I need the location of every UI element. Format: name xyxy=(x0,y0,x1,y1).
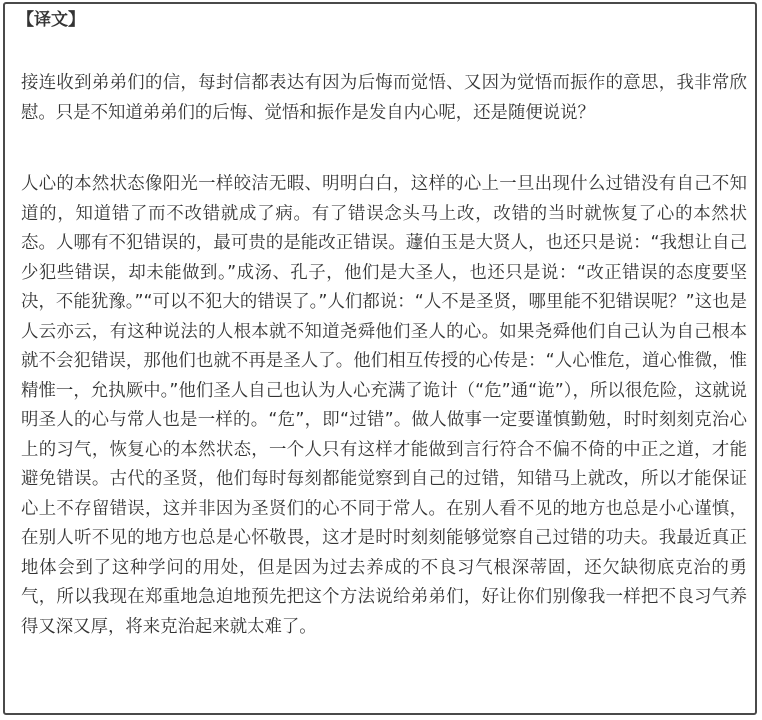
paragraph-2: 人心的本然状态像阳光一样皎洁无暇、明明白白，这样的心上一旦出现什么过错没有自己不知道的，知道错了而不改错就成了病。有了错误念头马上改，改错的当时就恢复了心的本然状态。人哪有不犯错误的，最可贵的是能改正错误。蘧伯玉是大贤人，也还只是说：“我想让自己少犯些错误，却未能做到。”成汤、孔子，他们是大圣人，也还只是说：“改正错误的态度要坚决，不能犹豫。”“可以不犯大的错误了。”人们都说：“人不是圣贤，哪里能不犯错误呢？”这也是人云亦云，有这种说法的人根本就不知道尧舜他们圣人的心。如果尧舜他们自己认为自己根本就不会犯错误，那他们也就不再是圣人了。他们相互传授的心传是：“人心惟危，道心惟微，惟精惟一，允执厥中。”他们圣人自己也认为人心充满了诡计（“危”通“诡”），所以很危险，这就说明圣人的心与常人也是一样的。“危”，即“过错”。做人做事一定要谨慎勤勉，时时刻刻克治心上的习气，恢复心的本然状态，一个人只有这样才能做到言行符合不偏不倚的中正之道，才能避免错误。古代的圣贤，他们每时每刻都能觉察到自己的过错，知错马上就改，所以才能保证心上不存留错误，这并非因为圣贤们的心不同于常人。在别人看不见的地方也总是小心谨慎，在别人听不见的地方也总是心怀敬畏，这才是时时刻刻能够觉察自己过错的功夫。我最近真正地体会到了这种学问的用处，但是因为过去养成的不良习气根深蒂固，还欠缺彻底克治的勇气，所以我现在郑重地急迫地预先把这个方法说给弟弟们，好让你们别像我一样把不良习气养得又深又厚，将来克治起来就太难了。 xyxy=(21,174,747,637)
document-frame xyxy=(3,2,757,715)
paragraph-1: 接连收到弟弟们的信，每封信都表达有因为后悔而觉悟、又因为觉悟而振作的意思，我非常欣慰。只是不知道弟弟们的后悔、觉悟和振作是发自内心呢，还是随便说说？ xyxy=(21,73,747,123)
section-heading: 【译文】 xyxy=(17,10,85,30)
